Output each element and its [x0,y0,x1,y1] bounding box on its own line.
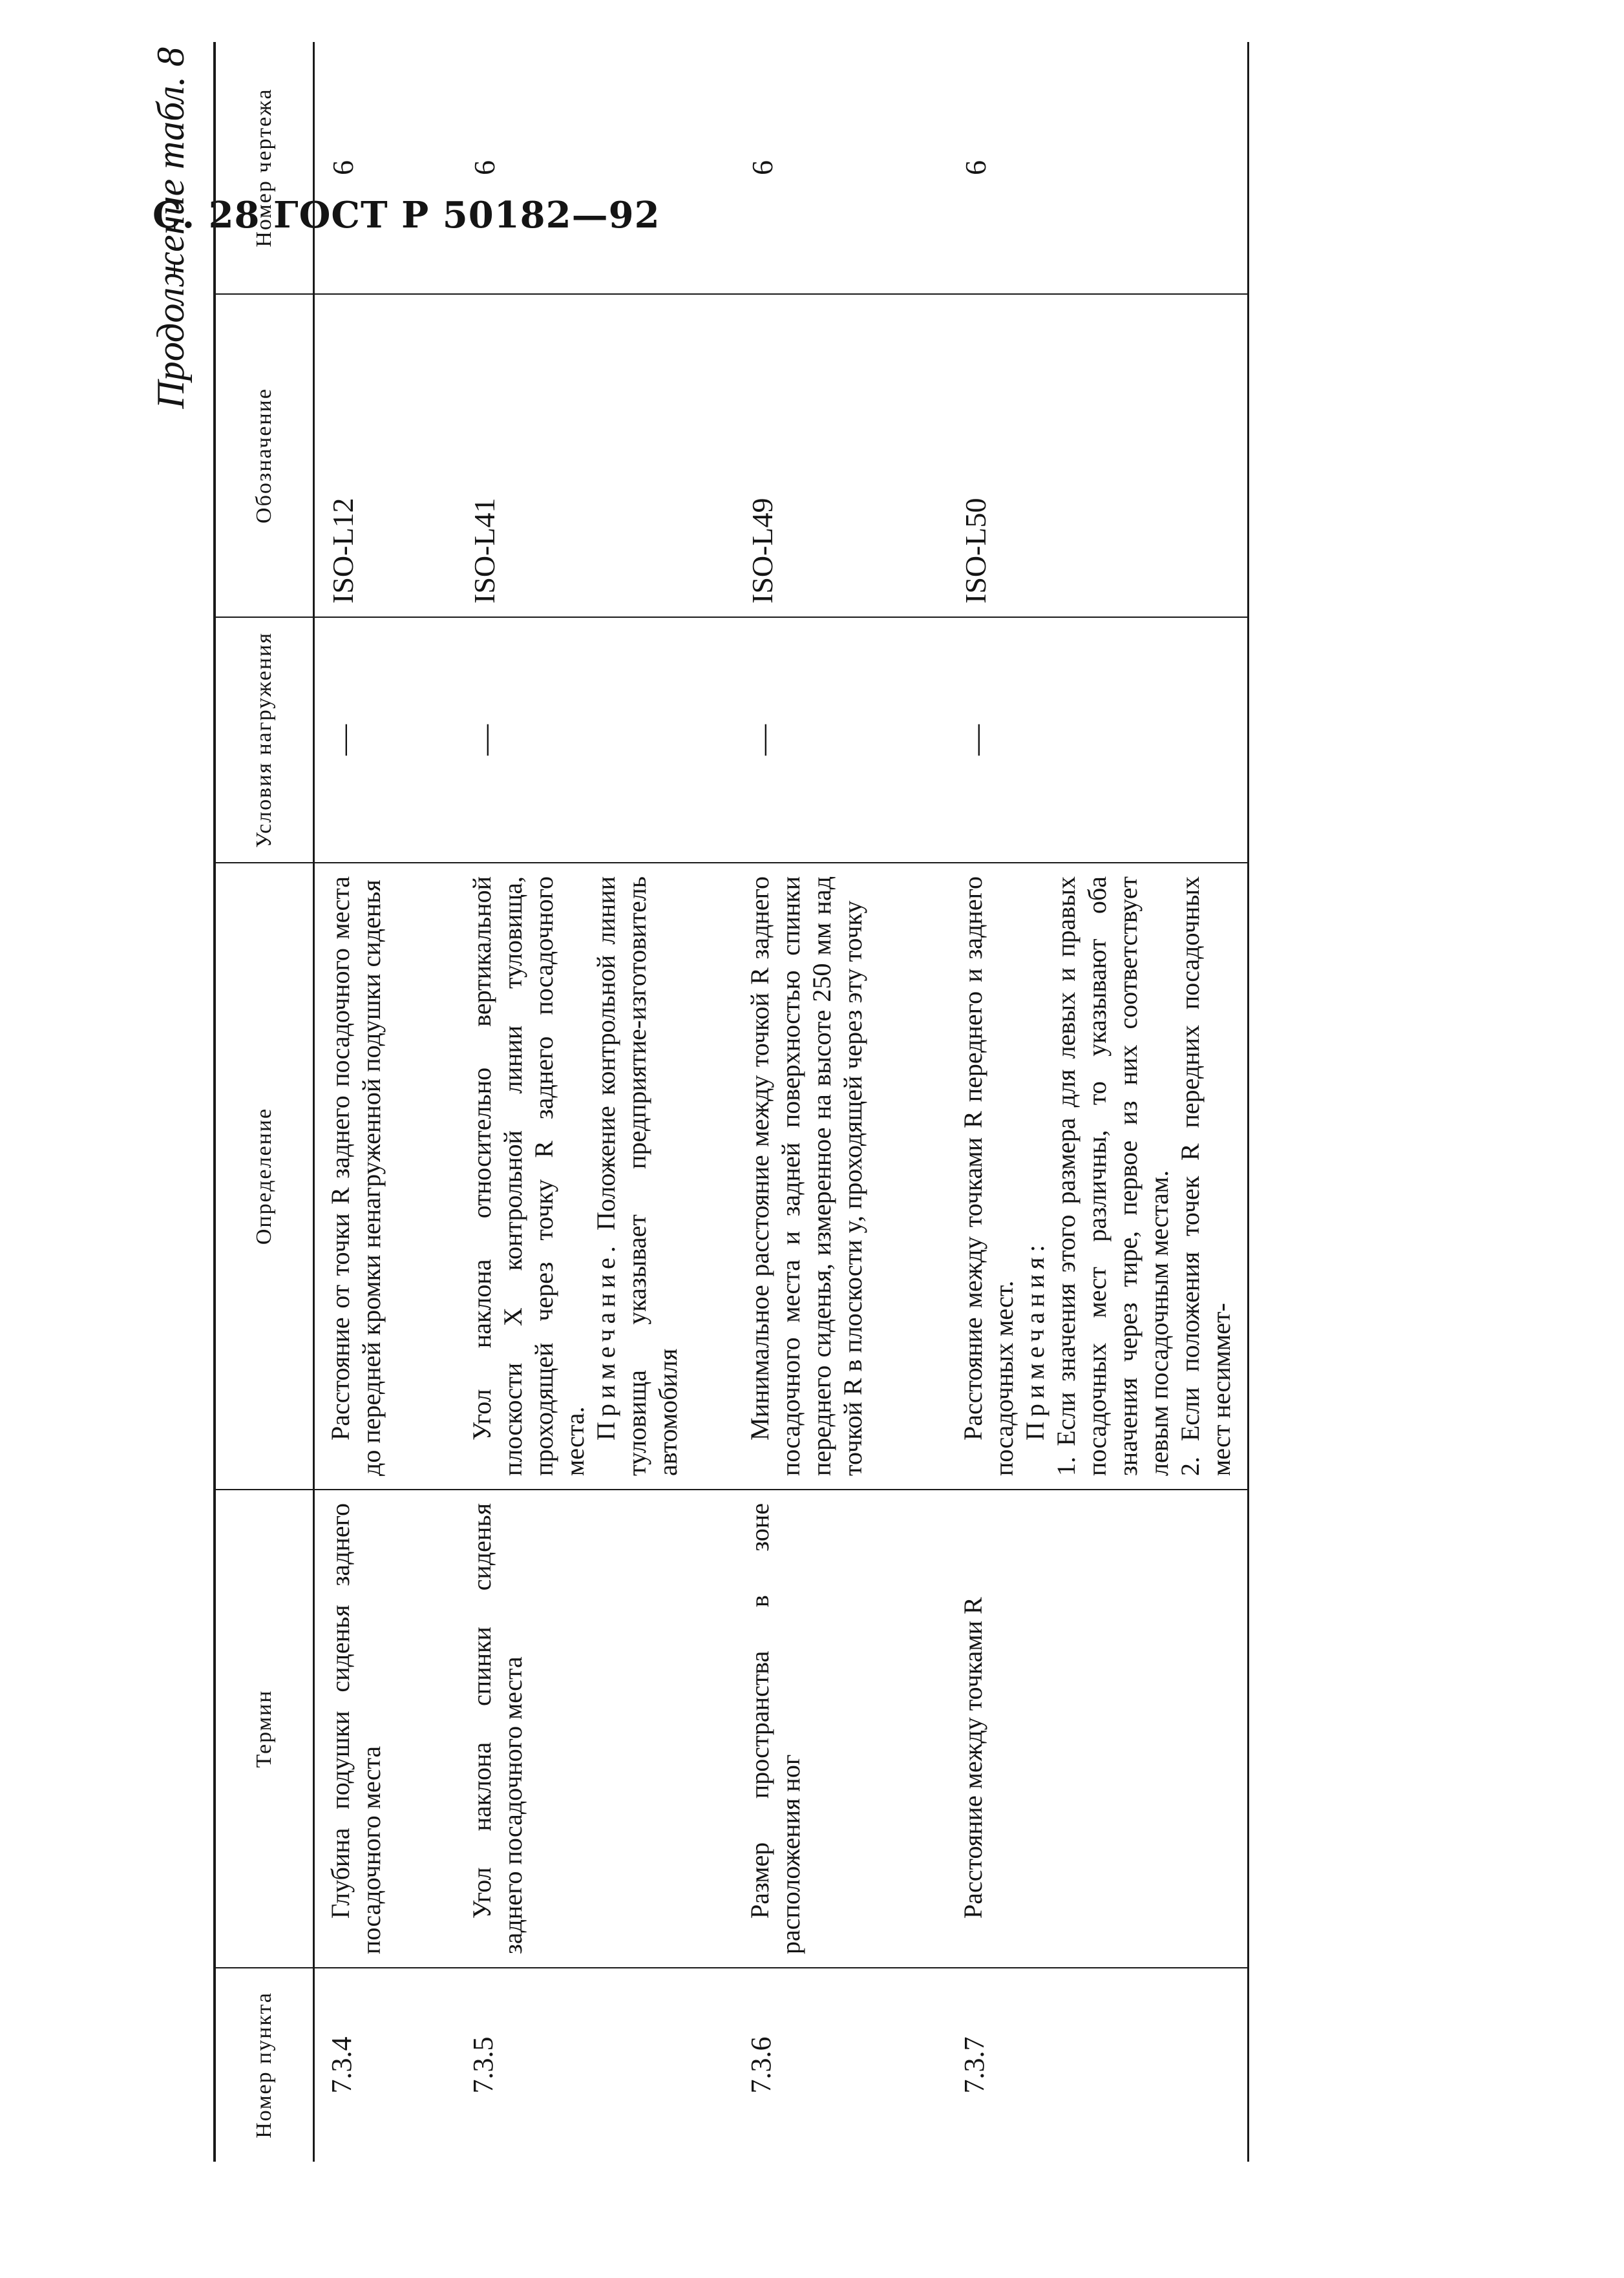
term-text: Расстояние между точками R [958,1597,987,1919]
note-item: 1. Если значения этого размера для левых и правых посадочных мест различны, то указывают оба значения через тире, первое из них соответствует левым посадочным местам. [1051,876,1174,1476]
term-text: Размер пространства в зоне расположения ног [744,1503,805,1954]
row-designation: ISO-L41 [456,294,734,617]
note-item: 2. Если положения точек R передних посадочных мест несиммет- [1175,876,1236,1476]
note-paragraph [1020,876,1051,1476]
note-text: Положение контрольной линии туловища указывает предприятие-изготовитель автомобиля [591,876,682,1476]
table-row [734,42,947,2162]
definition-text: Расстояние от точки R заднего посадочного места до передней кромки ненагруженной подушки сиденья [326,876,386,1476]
term-text: Глубина подушки сиденья заднего посадочного места [326,1503,386,1954]
row-number: 7.3.6 [744,2036,777,2094]
row-term [947,1490,1249,1968]
table-row [456,42,734,2162]
row-condition: — [734,617,947,863]
row-condition: — [456,617,734,863]
row-drawing: 6 [734,42,947,294]
row-number: 7.3.4 [326,2036,357,2094]
row-drawing: 6 [456,42,734,294]
row-definition [734,863,947,1490]
definition-text: Угол наклона относительно вертикальной плоскости X контрольной линии туловища, проходящей через точку R заднего посадочного места. [467,876,589,1476]
row-condition: — [947,617,1249,863]
col-header-number: Номер пункта [215,1968,314,2162]
row-drawing: 6 [947,42,1249,294]
row-designation: ISO-L12 [314,294,456,617]
rotated-table-block [149,42,1236,2162]
col-header-definition: Определение [215,863,314,1490]
row-designation: ISO-L50 [947,294,1249,617]
definition-text: Расстояние между точками R переднего и заднего посадочных мест. [958,876,1018,1476]
note-label: Примечание. [591,1241,620,1440]
row-term [314,1490,456,1968]
row-condition: — [314,617,456,863]
row-definition [456,863,734,1490]
row-drawing: 6 [314,42,456,294]
col-header-term: Термин [215,1490,314,1968]
term-text: Угол наклона спинки сиденья заднего посадочного места [467,1503,527,1954]
col-header-drawing-number: Номер чертежа [215,42,314,294]
definition-text: Минимальное расстояние между точкой R заднего посадочного места и задней поверхностью спинки переднего сиденья, измеренное на высоте 250 мм над точкой R в плоскости y, проходящей через эту точку [744,876,867,1476]
table-header-row [215,42,314,2162]
col-header-load-conditions: Условия нагружения [215,617,314,863]
row-definition [947,863,1249,1490]
terms-table [213,42,1249,2162]
row-term [734,1490,947,1968]
page-header: С. 28 ГОСТ Р 50182—92 [153,194,660,237]
note-paragraph [591,876,684,1476]
table-row [314,42,456,2162]
col-header-designation: Обозначение [215,294,314,617]
table-caption: Продолжение табл. 8 [149,47,192,409]
row-term [456,1490,734,1968]
row-designation: ISO-L49 [734,294,947,617]
table-row [947,42,1249,2162]
row-number: 7.3.5 [467,2036,499,2094]
note-label: Примечания: [1020,1239,1049,1440]
row-number: 7.3.7 [947,1968,1249,2162]
row-definition [314,863,456,1490]
